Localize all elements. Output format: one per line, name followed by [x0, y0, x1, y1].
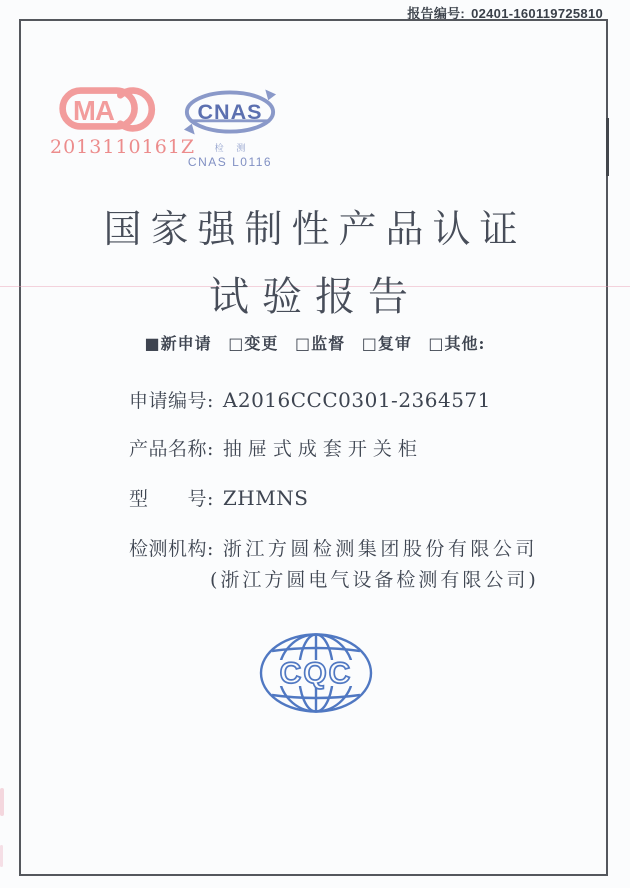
option-label: 新申请	[160, 334, 212, 353]
cnas-logo-letters: CNAS	[197, 98, 263, 124]
cqc-logo-block	[257, 632, 375, 714]
document-title-line1: 国家强制性产品认证	[103, 207, 527, 251]
field-label: 检测机构:	[129, 538, 214, 560]
application-type-option-other	[428, 334, 485, 353]
option-label: 监督	[311, 334, 346, 353]
field-label: 申请编号:	[129, 390, 214, 412]
field-label: 产品名称:	[129, 438, 214, 460]
document-title	[0, 206, 630, 320]
report-number-value: 02401-160119725810	[471, 6, 603, 21]
report-number-label: 报告编号:	[407, 6, 466, 21]
option-label: 其他:	[444, 334, 486, 353]
field-model	[129, 485, 308, 512]
cnas-logo-block	[178, 84, 282, 169]
cqc-logo-letters: CQC	[279, 657, 353, 690]
application-type-option-new	[145, 334, 212, 353]
field-label: 型 号:	[129, 488, 214, 510]
scan-artifact-smudge	[0, 845, 3, 867]
cqc-globe-icon	[257, 632, 375, 714]
field-application-number	[129, 387, 491, 414]
cma-certificate-number: 2013110161Z	[50, 136, 196, 158]
checkbox-empty-icon: □	[428, 334, 445, 353]
checkbox-empty-icon: □	[294, 334, 312, 353]
field-value-line2: (浙江方圆电气设备检测有限公司)	[210, 569, 539, 591]
document-title-line2: 试验报告	[209, 274, 421, 320]
field-value: 抽屉式成套开关柜	[222, 438, 423, 460]
cma-logo-letters: MA	[73, 94, 114, 126]
checkbox-checked-icon: ■	[144, 334, 161, 353]
scan-artifact-border-dark	[606, 118, 609, 176]
checkbox-empty-icon: □	[228, 334, 245, 353]
scan-artifact-smudge	[0, 788, 4, 816]
field-value: A2016CCC0301-2364571	[222, 388, 491, 412]
field-product-name	[129, 436, 423, 462]
application-type-option-supervise	[295, 334, 345, 353]
checkbox-empty-icon: □	[361, 334, 378, 353]
application-type-row	[0, 331, 630, 354]
cma-logo-icon	[56, 82, 162, 135]
cnas-logo-icon	[181, 84, 279, 140]
field-testing-organization	[129, 536, 539, 593]
cnas-caption: 检 测	[214, 144, 251, 154]
field-value: 浙江方圆检测集团股份有限公司	[222, 538, 538, 560]
option-label: 变更	[244, 334, 279, 353]
application-type-option-change	[228, 334, 278, 353]
option-label: 复审	[377, 334, 412, 353]
application-type-option-review	[362, 334, 412, 353]
cma-logo-block	[50, 82, 196, 158]
field-value: ZHMNS	[222, 486, 309, 510]
cnas-lab-code: CNAS L0116	[187, 155, 273, 169]
